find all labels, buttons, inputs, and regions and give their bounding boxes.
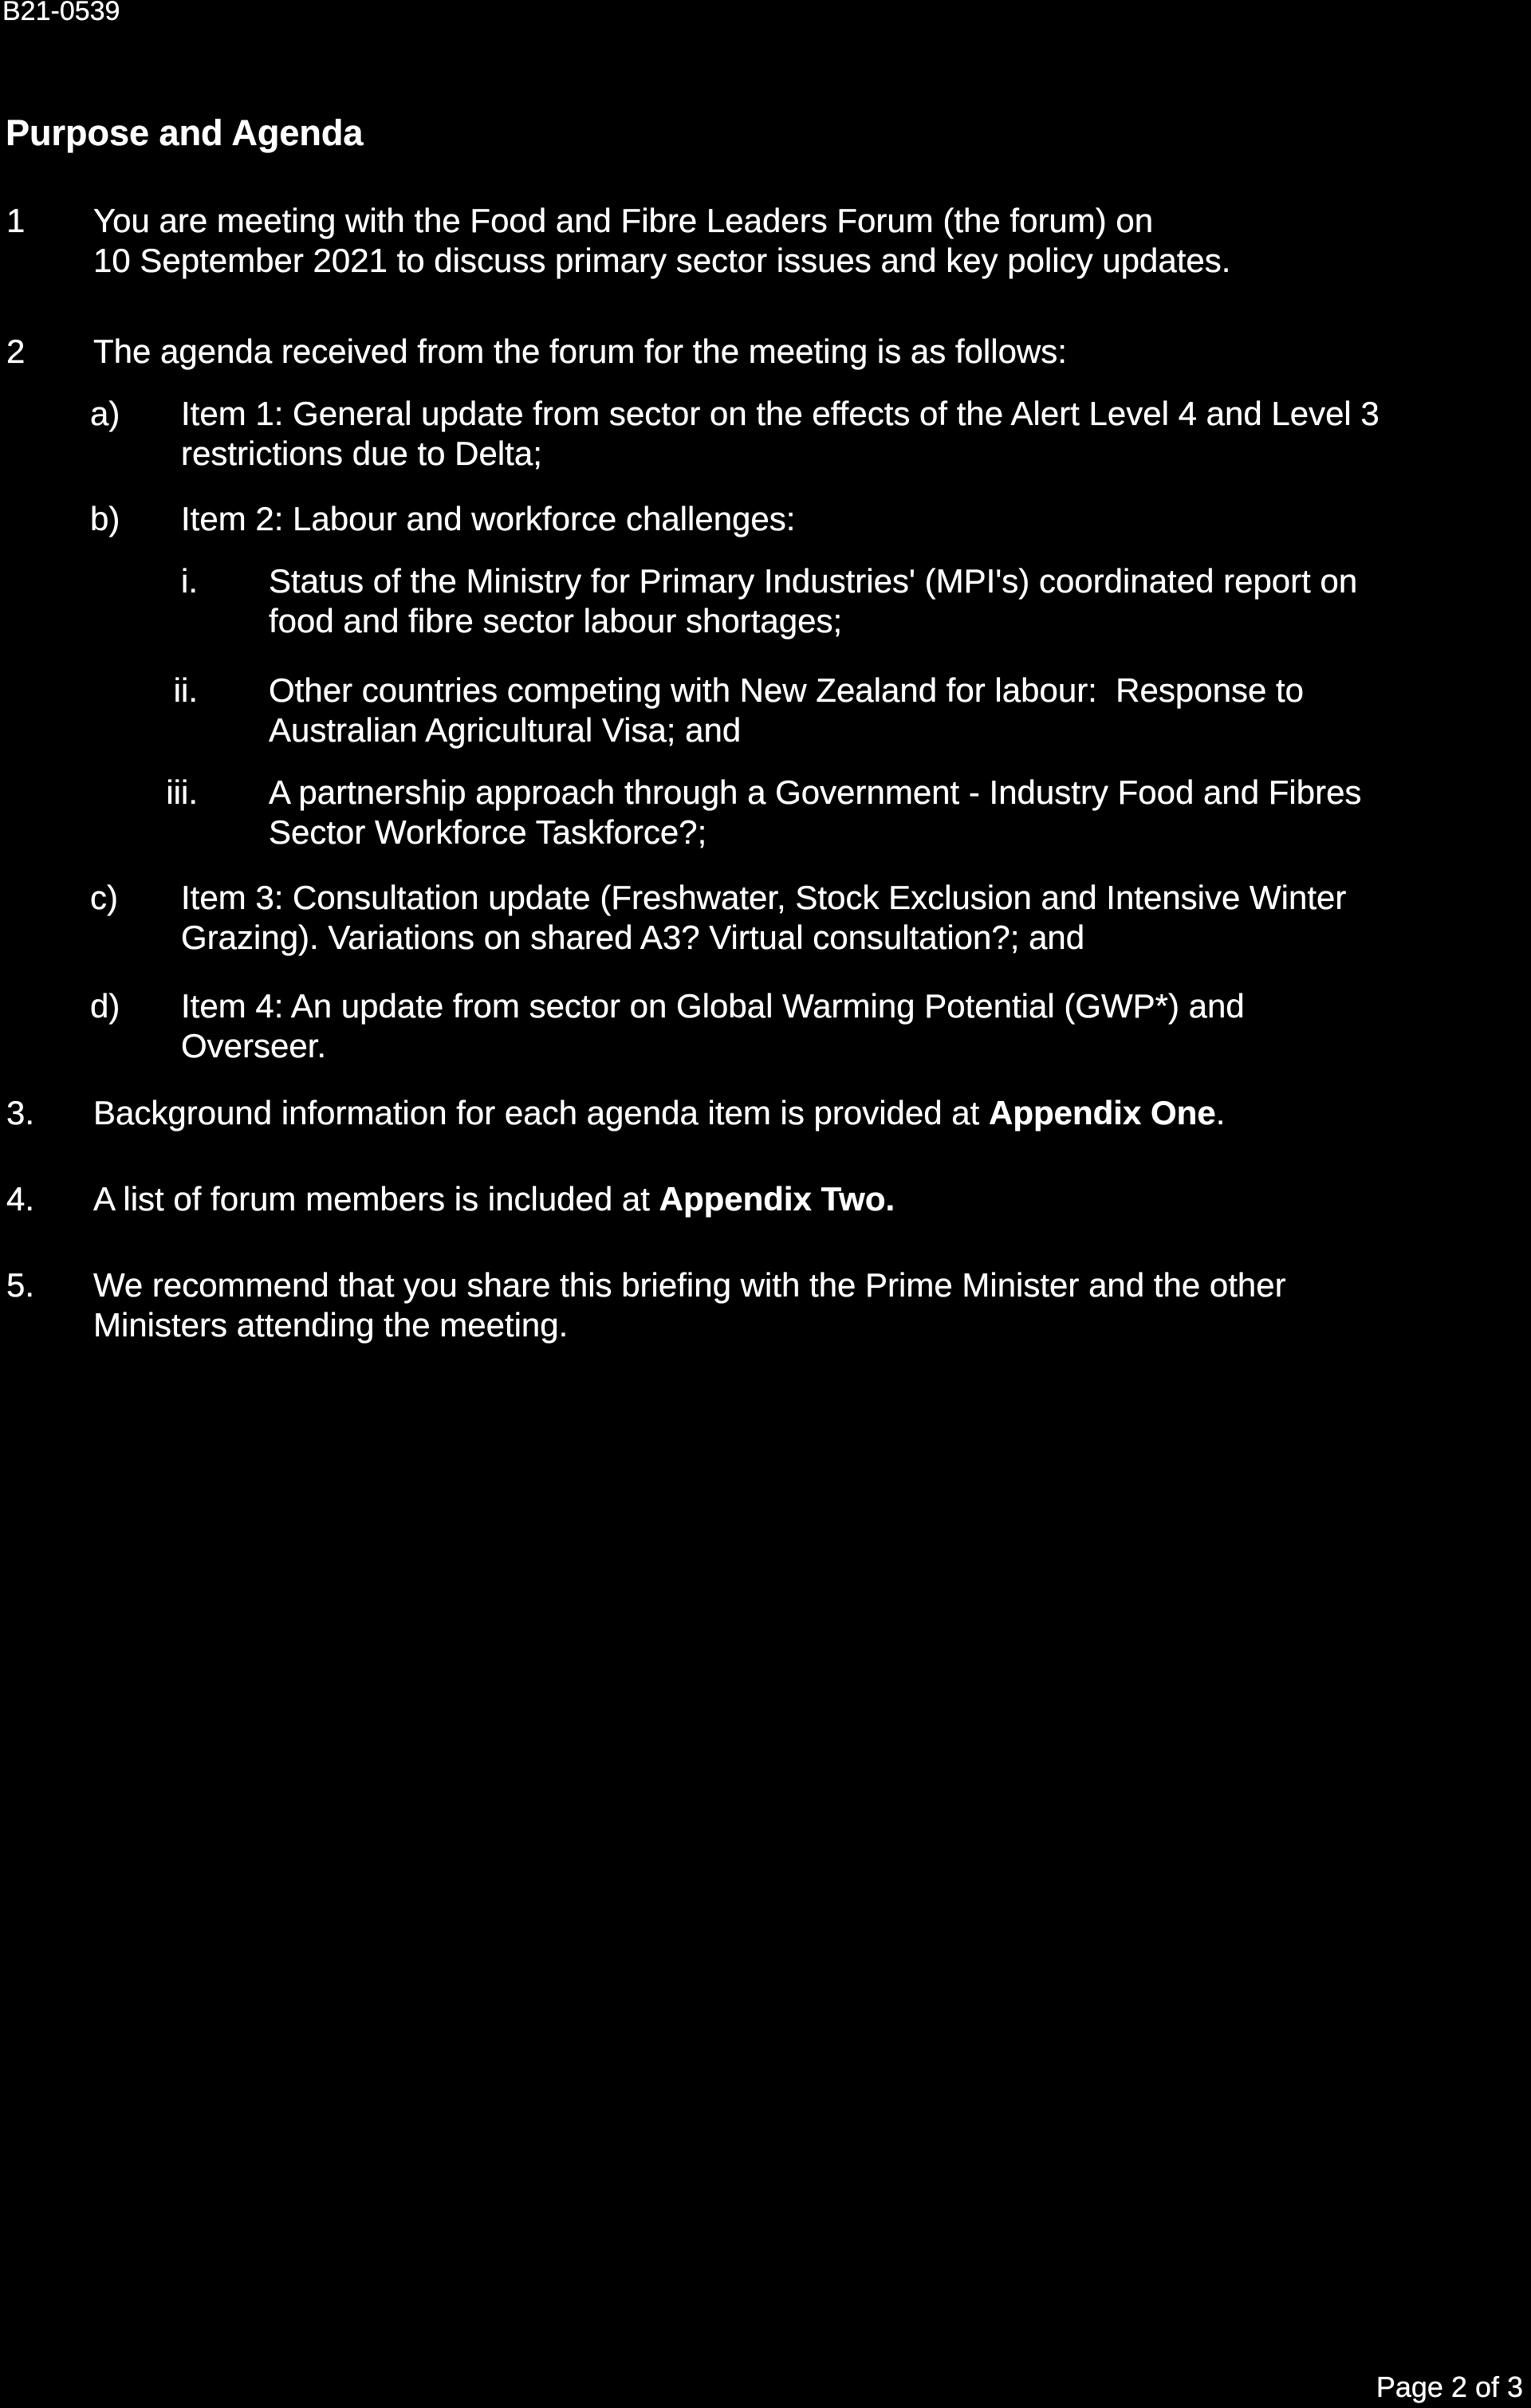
text-line [93,1179,895,1219]
text-span: Ministers attending the meeting. [93,1306,569,1344]
text-line [269,773,1361,813]
list-marker: 3. [6,1094,35,1131]
paragraph-text [181,878,1346,958]
text-span: A partnership approach through a Government - Industry Food and Fibres [269,773,1362,811]
list-marker: c) [90,879,118,916]
text-span: Item 1: General update from sector on the effects of the Alert Level 4 and Level 3 [181,395,1379,432]
paragraph-text [93,332,1067,372]
text-line [269,813,1361,852]
text-line [93,1305,1286,1345]
text-span: Item 4: An update from sector on Global Warming Potential (GWP*) and [181,987,1245,1025]
text-span: A list of forum members is included at [93,1180,659,1218]
list-marker: 2 [6,332,26,370]
paragraph-text [269,671,1304,750]
text-span: Status of the Ministry for Primary Industries' (MPI's) coordinated report on [269,562,1358,600]
text-line [181,878,1346,918]
list-marker: 1 [6,202,26,239]
list-marker: i. [181,562,198,600]
text-span: You are meeting with the Food and Fibre Leaders Forum (the forum) on [93,202,1154,239]
list-marker: iii. [166,773,198,811]
text-span: Other countries competing with New Zealand for labour: Response to [269,671,1305,709]
text-span: Overseer. [181,1027,327,1064]
list-marker: ii. [173,671,198,709]
text-line [93,241,1230,281]
list-marker: 5. [6,1266,35,1304]
text-span: We recommend that you share this briefing with the Prime Minister and the other [93,1266,1286,1304]
paragraph-text [181,986,1245,1066]
text-span: Item 2: Labour and workforce challenges: [181,500,796,537]
list-marker: b) [90,500,120,537]
text-line [269,561,1357,601]
paragraph-text [93,201,1230,281]
bold-text-span: Appendix Two. [659,1180,895,1218]
list-marker: a) [90,395,120,432]
paragraph-text [269,561,1357,641]
text-line [269,710,1304,750]
text-span: . [1215,1094,1226,1131]
text-line [181,394,1379,434]
paragraph-text [93,1179,895,1219]
paragraph-text [181,499,795,539]
doc-ref: B21-0539 [2,0,120,26]
text-line [93,201,1230,241]
text-line [181,1026,1245,1066]
text-span: restrictions due to Delta; [181,435,542,472]
text-line [269,601,1357,641]
text-span: Sector Workforce Taskforce?; [269,813,707,851]
list-marker: d) [90,987,120,1025]
text-line [181,499,795,539]
text-line [93,1093,1225,1133]
list-marker: 4. [6,1180,35,1218]
page-number: Page 2 of 3 [1376,2371,1523,2403]
text-line [269,671,1304,710]
paragraph-text [181,394,1379,474]
text-line [181,434,1379,474]
text-span: Australian Agricultural Visa; and [269,711,742,749]
text-span: The agenda received from the forum for the meeting is as follows: [93,332,1067,370]
text-span: 10 September 2021 to discuss primary sector issues and key policy updates. [93,242,1231,279]
text-span: Grazing). Variations on shared A3? Virtual consultation?; and [181,919,1085,956]
text-line [93,1265,1286,1305]
paragraph-text [93,1265,1286,1345]
text-span: food and fibre sector labour shortages; [269,602,843,639]
paragraph-text [93,1093,1225,1133]
text-span: Item 3: Consultation update (Freshwater, Stock Exclusion and Intensive Winter [181,879,1347,916]
bold-text-span: Appendix One [989,1094,1216,1131]
text-line [93,332,1067,372]
page-title: Purpose and Agenda [6,112,364,153]
paragraph-text [269,773,1361,852]
text-line [181,986,1245,1026]
text-span: Background information for each agenda item is provided at [93,1094,989,1131]
text-line [181,918,1346,958]
